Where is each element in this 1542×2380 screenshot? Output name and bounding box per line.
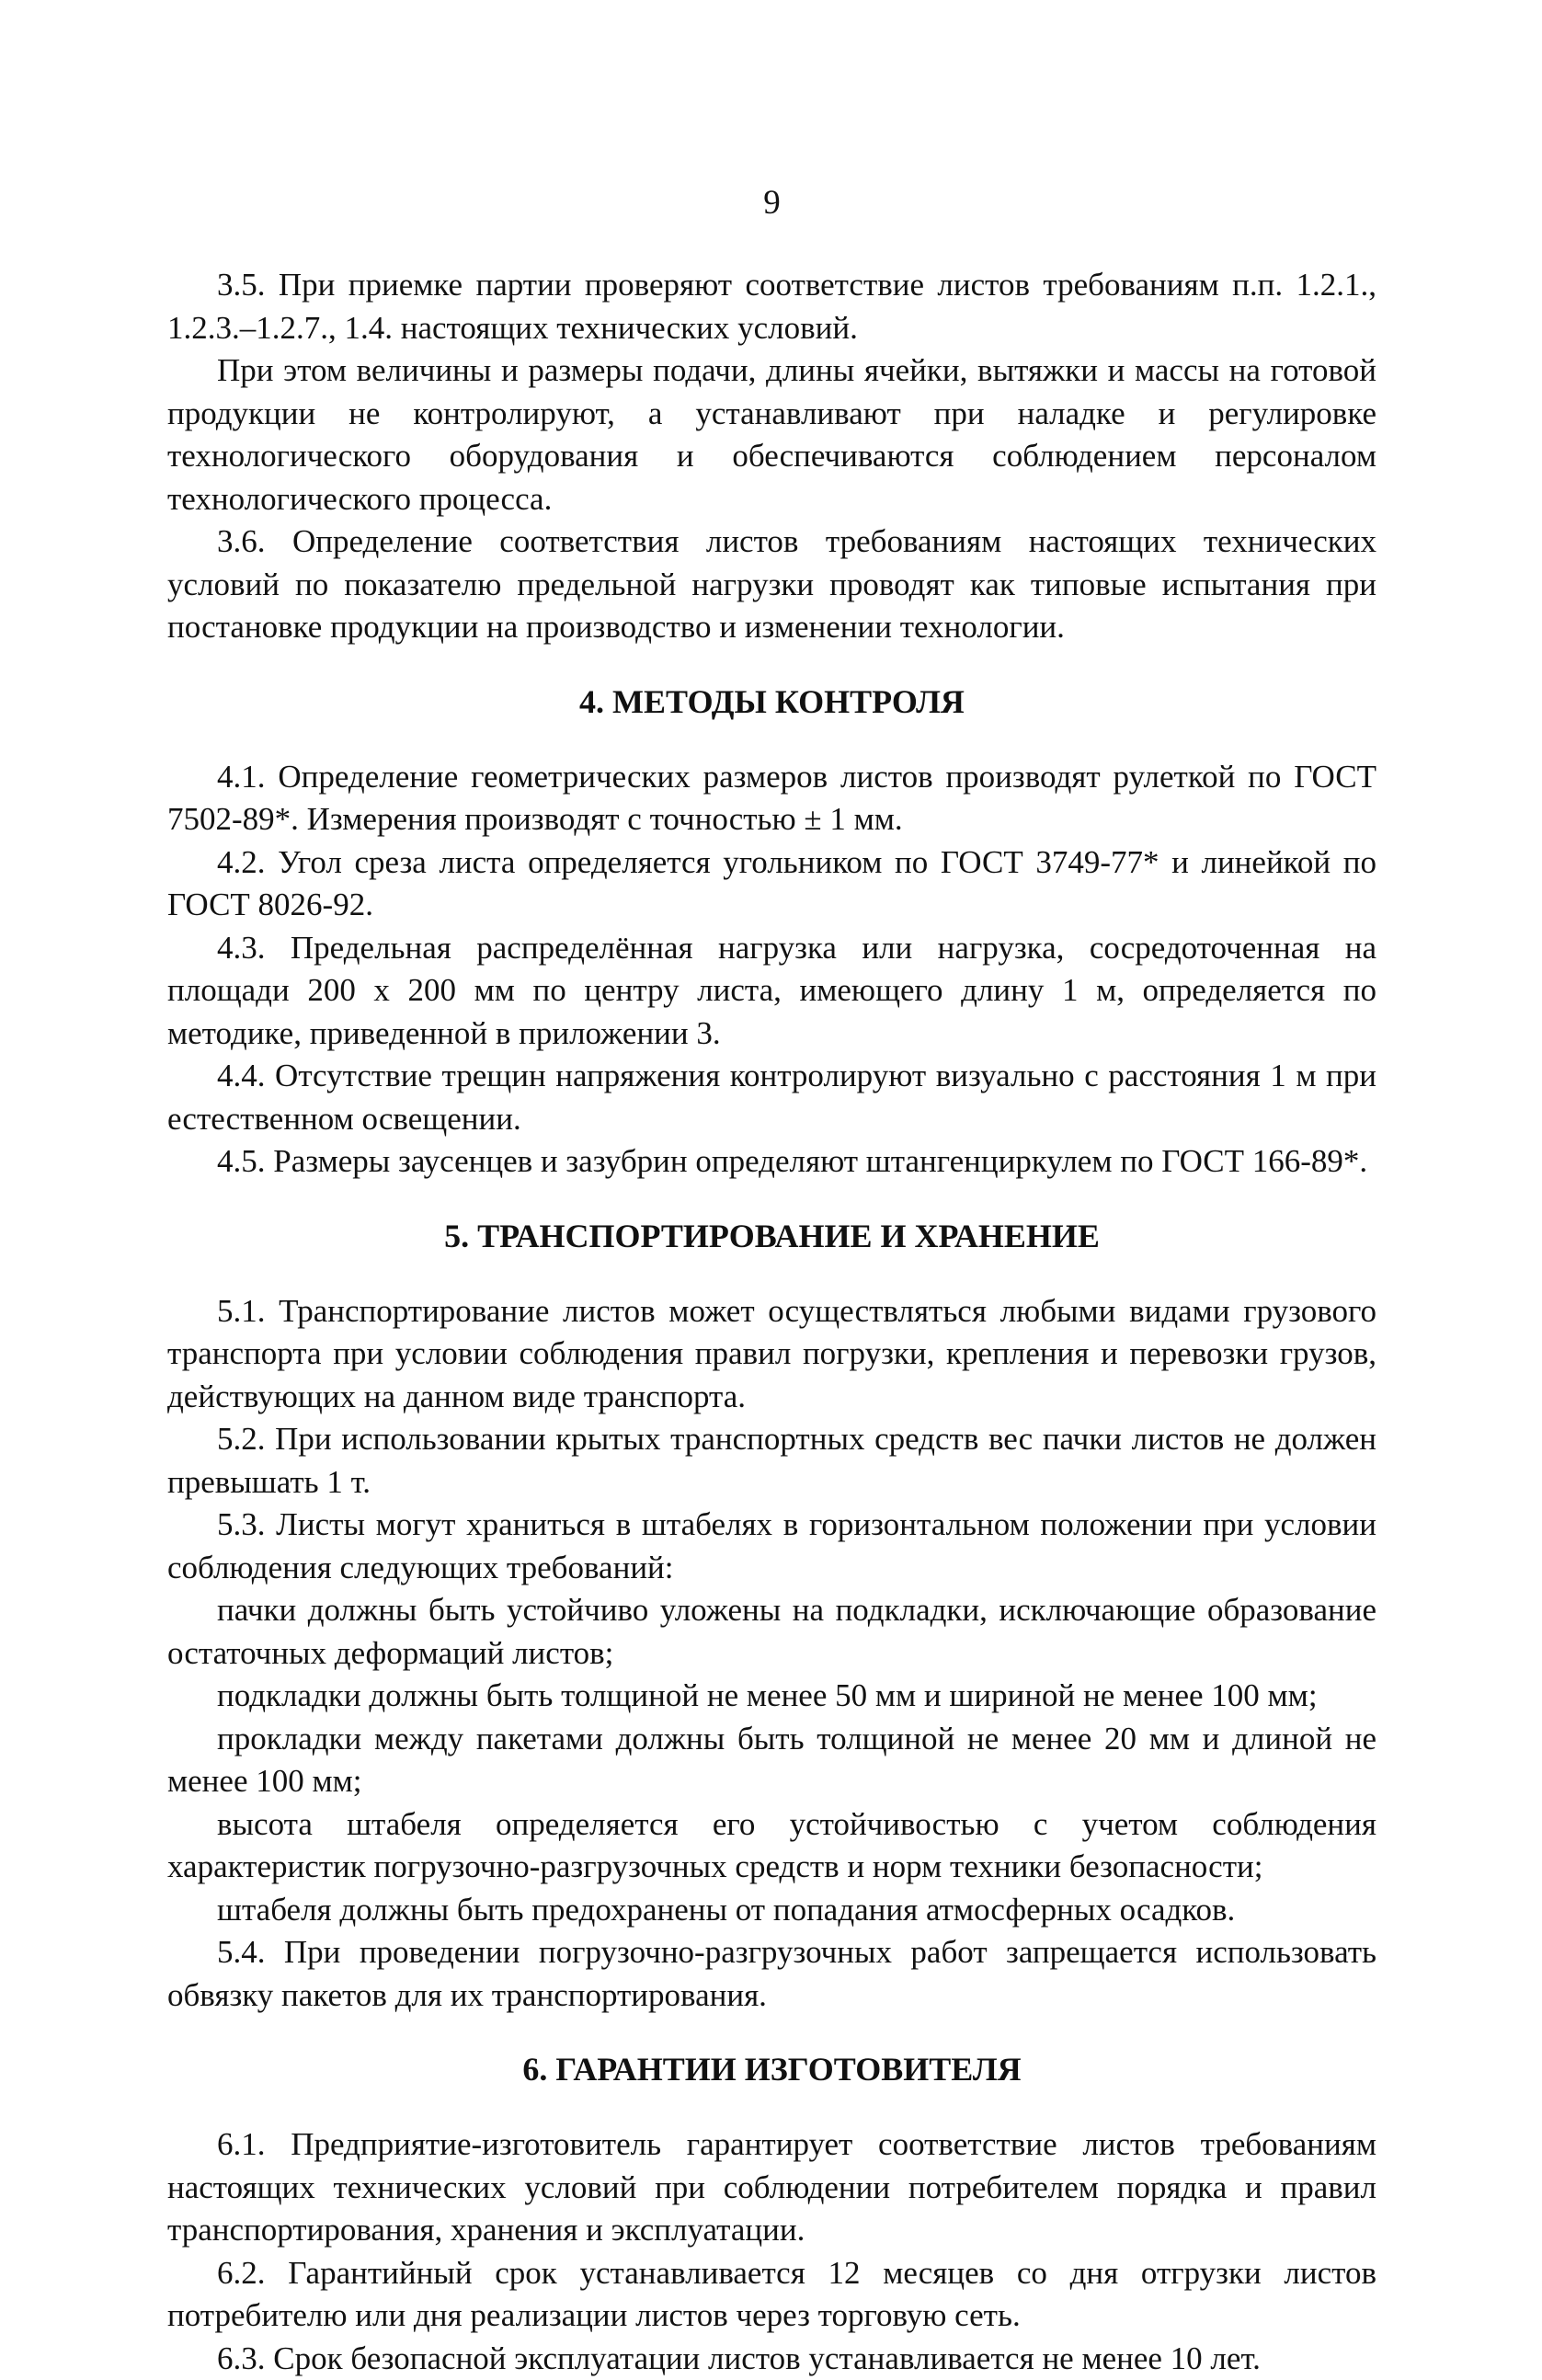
paragraph-5-2: 5.2. При использовании крытых транспортных средств вес пачки листов не должен превышать 1 т. <box>167 1418 1376 1504</box>
paragraph-5-3-item-3: прокладки между пакетами должны быть толщиной не менее 20 мм и длиной не менее 100 мм; <box>167 1718 1376 1803</box>
paragraph-5-3: 5.3. Листы могут храниться в штабелях в горизонтальном положении при условии соблюдения следующих требований: <box>167 1504 1376 1589</box>
paragraph-4-3: 4.3. Предельная распределённая нагрузка или нагрузка, сосредоточенная на площади 200 х 200 мм по центру листа, имеющего длину 1 м, определяется по методике, приведенной в приложении 3. <box>167 927 1376 1056</box>
paragraph-5-3-item-4: высота штабеля определяется его устойчивостью с учетом соблюдения характеристик погрузочно-разгрузочных средств и норм техники безопасности; <box>167 1803 1376 1889</box>
paragraph-3-5: 3.5. При приемке партии проверяют соответствие листов требованиям п.п. 1.2.1., 1.2.3.–1.2.7., 1.4. настоящих технических условий. <box>167 264 1376 349</box>
paragraph-3-6: 3.6. Определение соответствия листов требованиям настоящих технических условий по показателю предельной нагрузки проводят как типовые испытания при постановке продукции на производство и изменении технологии. <box>167 521 1376 649</box>
paragraph-6-1: 6.1. Предприятие-изготовитель гарантирует соответствие листов требованиям настоящих технических условий при соблюдении потребителем порядка и правил транспортирования, хранения и эксплуатации. <box>167 2123 1376 2252</box>
section-3 <box>167 264 1376 649</box>
section-heading-5: 5. ТРАНСПОРТИРОВАНИЕ И ХРАНЕНИЕ <box>167 1215 1376 1257</box>
paragraph-3-5-note: При этом величины и размеры подачи, длины ячейки, вытяжки и массы на готовой продукции не контролируют, а устанавливают при наладке и регулировке технологического оборудования и обеспечиваются соблюдением персоналом технологического процесса. <box>167 349 1376 521</box>
paragraph-5-3-item-2: подкладки должны быть толщиной не менее 50 мм и шириной не менее 100 мм; <box>167 1675 1376 1718</box>
section-4 <box>167 681 1376 1184</box>
section-heading-4: 4. МЕТОДЫ КОНТРОЛЯ <box>167 681 1376 723</box>
paragraph-5-3-item-5: штабеля должны быть предохранены от попадания атмосферных осадков. <box>167 1889 1376 1932</box>
section-5 <box>167 1215 1376 2018</box>
document-page <box>167 184 1376 2380</box>
page-number: 9 <box>167 184 1376 223</box>
paragraph-6-3: 6.3. Срок безопасной эксплуатации листов устанавливается не менее 10 лет. <box>167 2338 1376 2380</box>
paragraph-5-4: 5.4. При проведении погрузочно-разгрузочных работ запрещается использовать обвязку пакетов для их транспортирования. <box>167 1931 1376 2017</box>
section-heading-6: 6. ГАРАНТИИ ИЗГОТОВИТЕЛЯ <box>167 2048 1376 2090</box>
paragraph-6-2: 6.2. Гарантийный срок устанавливается 12 месяцев со дня отгрузки листов потребителю или дня реализации листов через торговую сеть. <box>167 2252 1376 2338</box>
paragraph-5-3-item-1: пачки должны быть устойчиво уложены на подкладки, исключающие образование остаточных деформаций листов; <box>167 1589 1376 1675</box>
paragraph-4-1: 4.1. Определение геометрических размеров листов производят рулеткой по ГОСТ 7502-89*. Измерения производят с точностью ± 1 мм. <box>167 756 1376 841</box>
paragraph-4-4: 4.4. Отсутствие трещин напряжения контролируют визуально с расстояния 1 м при естественном освещении. <box>167 1055 1376 1140</box>
paragraph-5-1: 5.1. Транспортирование листов может осуществляться любыми видами грузового транспорта при условии соблюдения правил погрузки, крепления и перевозки грузов, действующих на данном виде транспорта. <box>167 1290 1376 1419</box>
paragraph-4-2: 4.2. Угол среза листа определяется угольником по ГОСТ 3749-77* и линейкой по ГОСТ 8026-92. <box>167 841 1376 927</box>
section-6 <box>167 2048 1376 2380</box>
paragraph-4-5: 4.5. Размеры заусенцев и зазубрин определяют штангенциркулем по ГОСТ 166-89*. <box>167 1140 1376 1184</box>
